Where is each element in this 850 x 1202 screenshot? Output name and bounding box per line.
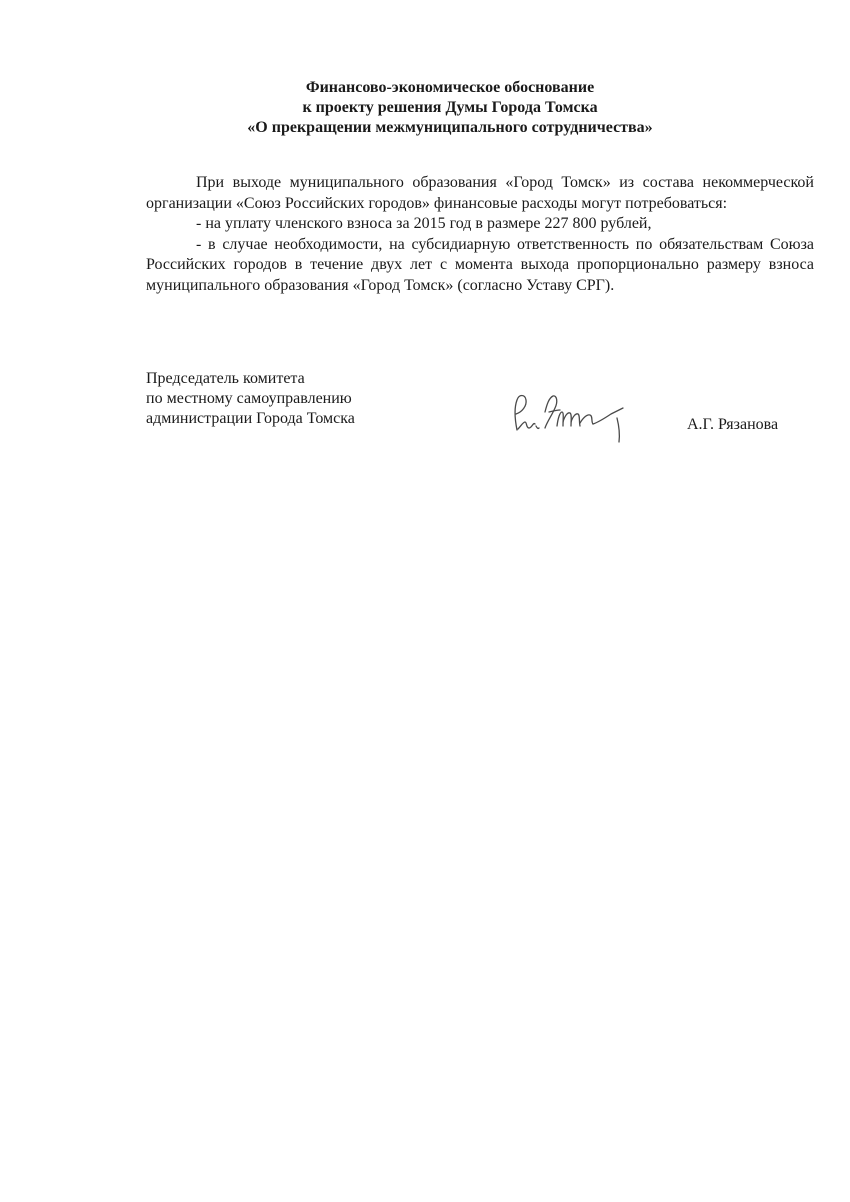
signer-position-line-3: администрации Города Томска [146, 410, 355, 427]
signer-position-line-2: по местному самоуправлению [146, 390, 352, 407]
signer-position-line-1: Председатель комитета [146, 370, 305, 387]
signer-position [146, 369, 406, 429]
title-line-2: к проекту решения Думы Города Томска [302, 99, 598, 116]
signer-name: А.Г. Рязанова [687, 416, 779, 433]
title-line-1: Финансово-экономическое обоснование [305, 79, 595, 96]
expense-item-2: - в случае необходимости, на субсидиарную ответственность по обязательствам Союза Российских городов в течение двух лет с момента выхода пропорционально размеру взноса муниципального образования «Город Томск» (согласно Уставу СРГ). [146, 235, 814, 294]
document-title [200, 78, 700, 138]
document-body [146, 173, 814, 296]
handwritten-signature [505, 382, 640, 452]
intro-paragraph: При выходе муниципального образования «Город Томск» из состава некоммерческой организации «Союз Российских городов» финансовые расходы могут потребоваться: [146, 174, 814, 212]
title-line-3: «О прекращении межмуниципального сотрудничества» [247, 119, 653, 136]
expense-item-1: - на уплату членского взноса за 2015 год в размере 227 800 рублей, [196, 215, 652, 232]
